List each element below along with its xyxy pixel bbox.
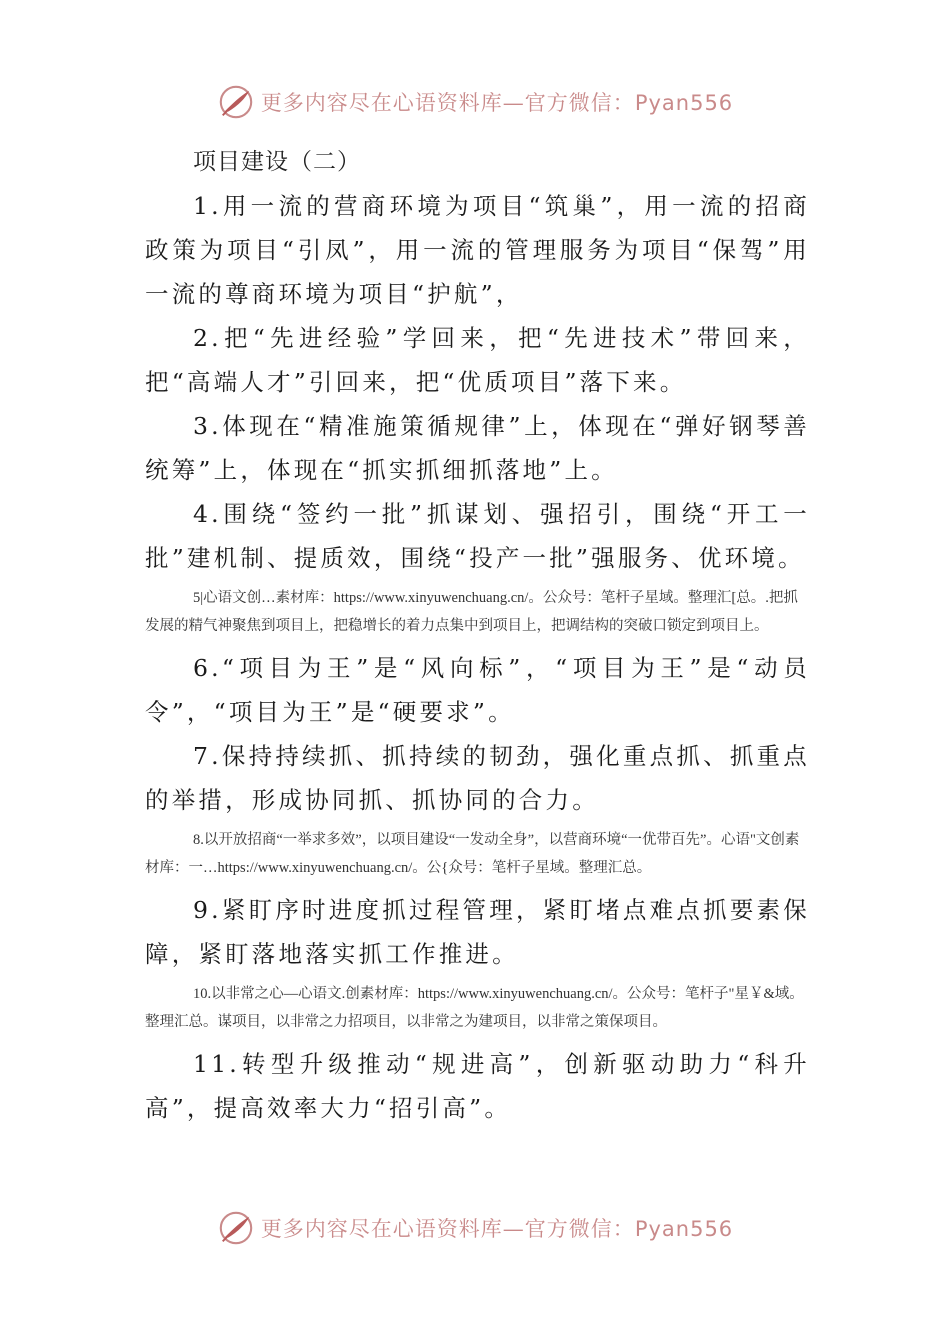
paragraph-9: 9.紧盯序时进度抓过程管理，紧盯堵点难点抓要素保障，紧盯落地落实抓工作推进。	[145, 896, 810, 968]
paragraph-3: 3.体现在“精准施策循规律”上，体现在“弹好钢琴善统筹”上，体现在“抓实抓细抓落地”上。	[145, 412, 810, 484]
paragraph-6: 6.“项目为王”是“风向标”，“项目为王”是“动员令”，“项目为王”是“硬要求”。	[145, 654, 810, 726]
section-heading: 项目建设（二）	[193, 149, 361, 175]
feather-pen-logo-icon	[217, 83, 255, 121]
paragraph-5: 5|心语文创…素材库：https://www.xinyuwenchuang.cn/。公众号：笔杆子星域。整理汇[总。.把抓发展的精气神聚焦到项目上，把稳增长的着力点集中到项目上，把调结构的突破口锁定到项目上。	[145, 590, 798, 634]
paragraph-1: 1.用一流的营商环境为项目“筑巢”，用一流的招商政策为项目“引凤”，用一流的管理服务为项目“保驾”用一流的尊商环境为项目“护航”，	[145, 192, 810, 308]
banner-text: 更多内容尽在心语资料库—官方微信：Pyan556	[260, 1217, 734, 1241]
header-banner	[0, 82, 950, 122]
paragraph-2: 2.把“先进经验”学回来，把“先进技术”带回来，把“高端人才”引回来，把“优质项目”落下来。	[145, 324, 810, 396]
banner-text: 更多内容尽在心语资料库—官方微信：Pyan556	[260, 91, 734, 115]
paragraph-8: 8.以开放招商“一举求多效”，以项目建设“一发动全身”，以营商环境“一优带百先”。心语"文创素材库：一…https://www.xinyuwenchuang.cn/。公{众号：笔杆子星域。整理汇总。	[145, 832, 800, 876]
paragraph-7: 7.保持持续抓、抓持续的韧劲，强化重点抓、抓重点的举措，形成协同抓、抓协同的合力。	[145, 742, 810, 814]
paragraph-4: 4.围绕“签约一批”抓谋划、强招引，围绕“开工一批”建机制、提质效，围绕“投产一批”强服务、优环境。	[145, 500, 810, 572]
feather-pen-logo-icon	[217, 1209, 255, 1247]
document-body	[145, 140, 810, 1130]
paragraph-10: 10.以非常之心—心语文.创素材库：https://www.xinyuwenchuang.cn/。公众号：笔杆子"星￥&域。整理汇总。谋项目，以非常之力招项目，以非常之为建项目，以非常之策保项目。	[145, 986, 804, 1030]
footer-banner	[0, 1208, 950, 1248]
paragraph-11: 11.转型升级推动“规进高”，创新驱动助力“科升高”，提高效率大力“招引高”。	[145, 1050, 810, 1122]
